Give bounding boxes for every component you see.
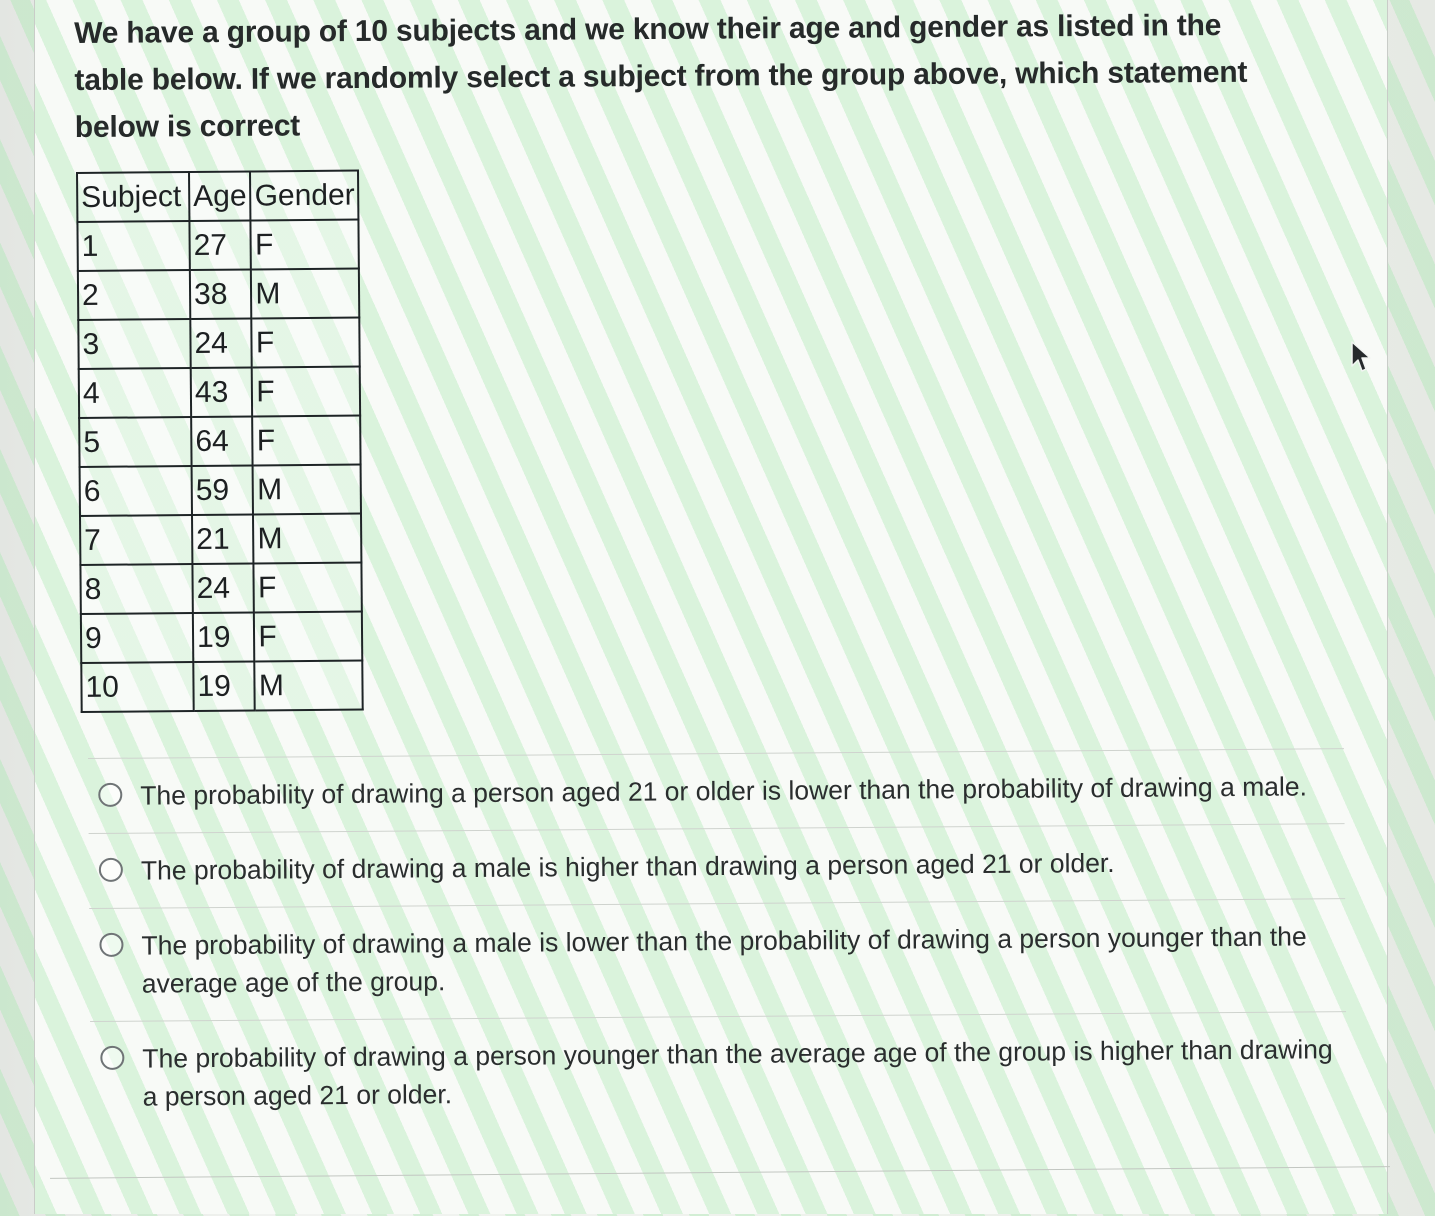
radio-button-icon[interactable] bbox=[99, 858, 123, 882]
data-table bbox=[76, 170, 364, 713]
answer-option-label: The probability of drawing a person aged 21 or older is lower than the probability of drawing a male. bbox=[140, 771, 1308, 811]
cell-subject: 5 bbox=[79, 417, 191, 467]
cell-age: 27 bbox=[189, 220, 251, 270]
cell-subject: 4 bbox=[79, 368, 191, 418]
cell-age: 19 bbox=[193, 661, 255, 711]
mouse-pointer-icon bbox=[1350, 340, 1372, 374]
column-header-age: Age bbox=[189, 171, 251, 221]
answer-option-4[interactable] bbox=[90, 1012, 1347, 1134]
answer-option-label: The probability of drawing a person younger than the average age of the group is higher than drawing a person aged 21 or older. bbox=[142, 1034, 1333, 1112]
cell-subject: 3 bbox=[78, 319, 190, 369]
cell-subject: 2 bbox=[78, 270, 190, 320]
answer-option-3[interactable] bbox=[89, 899, 1346, 1021]
cell-gender: F bbox=[252, 318, 361, 368]
table-row bbox=[79, 367, 361, 418]
cell-age: 59 bbox=[192, 465, 254, 515]
cell-age: 38 bbox=[190, 269, 252, 319]
table-row bbox=[80, 465, 362, 516]
cell-age: 64 bbox=[191, 416, 253, 466]
answer-option-1[interactable] bbox=[88, 749, 1345, 833]
radio-button-icon[interactable] bbox=[98, 783, 122, 807]
table-row bbox=[79, 416, 361, 467]
cell-age: 43 bbox=[191, 367, 253, 417]
answer-option-2[interactable] bbox=[89, 824, 1346, 908]
cell-gender: F bbox=[254, 612, 363, 662]
table-row bbox=[77, 220, 359, 271]
cell-gender: F bbox=[254, 563, 363, 613]
table-row bbox=[80, 514, 362, 565]
cell-age: 24 bbox=[190, 318, 252, 368]
table-row bbox=[81, 612, 363, 663]
table-row bbox=[81, 661, 363, 712]
cell-subject: 9 bbox=[81, 613, 193, 663]
cell-gender: F bbox=[251, 220, 360, 270]
cell-subject: 1 bbox=[77, 221, 189, 271]
answer-option-label: The probability of drawing a male is higher than drawing a person aged 21 or older. bbox=[140, 847, 1115, 886]
column-header-gender: Gender bbox=[250, 171, 359, 221]
answer-options bbox=[88, 748, 1347, 1134]
cell-gender: M bbox=[253, 514, 362, 564]
cell-gender: F bbox=[253, 416, 362, 466]
question-text: We have a group of 10 subjects and we know their age and gender as listed in the table below. If we randomly select a subject from the group above, which statement below is correct bbox=[74, 8, 1248, 144]
cell-age: 19 bbox=[193, 612, 255, 662]
table-row bbox=[78, 318, 360, 369]
cell-age: 21 bbox=[192, 514, 254, 564]
cell-subject: 8 bbox=[80, 564, 192, 614]
answer-option-label: The probability of drawing a male is lower than the probability of drawing a person younger than the average age of the group. bbox=[141, 921, 1307, 999]
radio-button-icon[interactable] bbox=[100, 1046, 124, 1070]
radio-button-icon[interactable] bbox=[99, 933, 123, 957]
cell-subject: 6 bbox=[80, 466, 192, 516]
table-row bbox=[78, 269, 360, 320]
table-row bbox=[80, 563, 362, 614]
table-header-row bbox=[77, 171, 359, 222]
cell-gender: M bbox=[255, 661, 364, 711]
cell-gender: M bbox=[253, 465, 362, 515]
cell-age: 24 bbox=[192, 563, 254, 613]
column-header-subject: Subject bbox=[77, 172, 189, 222]
cell-gender: M bbox=[251, 269, 360, 319]
cell-subject: 10 bbox=[81, 662, 193, 712]
cell-gender: F bbox=[252, 367, 361, 417]
cell-subject: 7 bbox=[80, 515, 192, 565]
